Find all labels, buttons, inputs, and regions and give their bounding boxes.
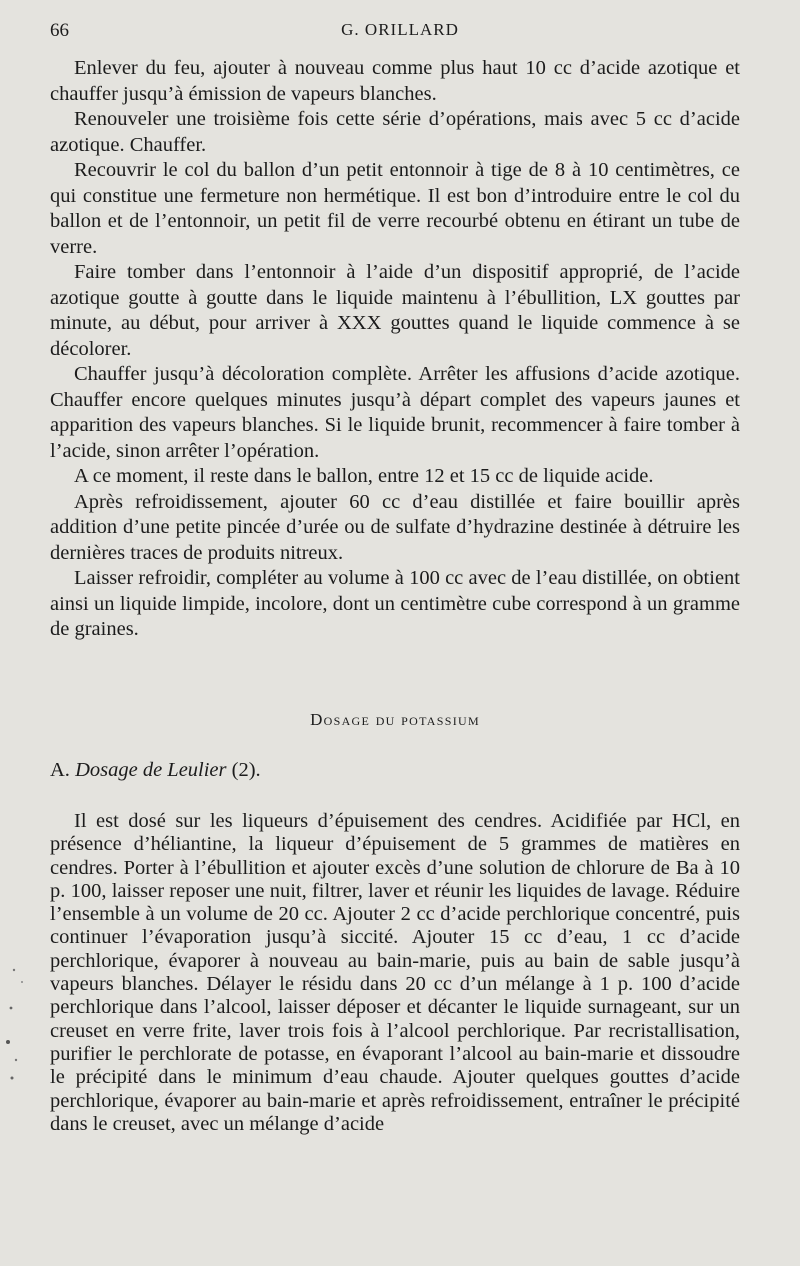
running-title: G. ORILLARD [341,20,459,39]
paragraph: A ce moment, il reste dans le ballon, entre 12 et 15 cc de liquide acide. [74,465,654,487]
subsection-title: Dosage de Leulier [75,758,227,781]
subsection-heading [50,758,740,784]
paragraph: Chauffer jusqu’à décoloration complète. Arrêter les affusions d’acide azotique. Chauffer encore quelques minutes jusqu’à départ complet des vapeurs jaunes et apparition des vapeurs blanches. Si le liquide brunit, recommencer à faire tomber à l’acide, sinon arrêter l’opération. [50,363,740,462]
paragraph: Faire tomber dans l’entonnoir à l’aide d’un dispositif approprié, de l’acide azotique goutte à goutte dans le liquide maintenu à l’ébullition, LX gouttes par minute, au début, pour arriver à XXX gouttes quand le liquide commence à se décolorer. [50,261,740,360]
paragraph: Enlever du feu, ajouter à nouveau comme plus haut 10 cc d’acide azotique et chauffer jusqu’à émission de vapeurs blanches. [50,57,740,105]
page-body [50,56,740,1136]
section-paragraph: Il est dosé sur les liqueurs d’épuisement des cendres. Acidifiée par HCl, en présence d’héliantine, la liqueur d’épuisement de 5 grammes de matières en cendres. Porter à l’ébullition et ajouter excès d’une solution de chlorure de Ba à 10 p. 100, laisser reposer une nuit, filtrer, laver et réunir les liquides de lavage. Réduire l’ensemble à un volume de 20 cc. Ajouter 2 cc d’acide perchlorique concentré, puis continuer l’évaporation jusqu’à siccité. Ajouter 15 cc d’eau, 1 cc d’acide perchlorique, évaporer à nouveau au bain-marie, puis au bain de sable jusqu’à vapeurs blanches. Délayer le résidu dans 20 cc d’un mélange à 1 p. 100 d’acide perchlorique dans l’alcool, laisser déposer et décanter le liquide surnageant, sur un creuset en verre frite, laver trois fois à l’alcool perchlorique. Par recristallisation, purifier le perchlorate de potasse, en évaporant l’alcool au bain-marie et dissoudre le précipité dans le minimum d’eau chaude. Ajouter quelques gouttes d’acide perchlorique, évaporer au bain-marie et après refroidissement, entraîner le précipité dans le creuset, avec un mélange d’acide [50,810,740,1135]
paragraph: Après refroidissement, ajouter 60 cc d’eau distillée et faire bouillir après addition d’une petite pincée d’urée ou de sulfate d’hydrazine destinée à détruire les dernières traces de produits nitreux. [50,490,740,564]
margin-ink-marks [2,950,42,1100]
section-heading: Dosage du potassium [310,709,480,729]
subsection-prefix: A. [50,758,76,781]
page-number: 66 [50,20,69,41]
page-header [50,20,750,46]
subsection-reference: (2). [226,758,261,781]
paragraph: Renouveler une troisième fois cette série d’opérations, mais avec 5 cc d’acide azotique. Chauffer. [50,108,740,156]
paragraph: Laisser refroidir, compléter au volume à 100 cc avec de l’eau distillée, on obtient ainsi un liquide limpide, incolore, dont un centimètre cube correspond à un gramme de graines. [50,567,740,640]
paragraph: Recouvrir le col du ballon d’un petit entonnoir à tige de 8 à 10 centimètres, ce qui constitue une fermeture non hermétique. Il est bon d’introduire entre le col du ballon et de l’entonnoir, un petit fil de verre recourbé obtenu en étirant un tube de verre. [50,159,740,258]
